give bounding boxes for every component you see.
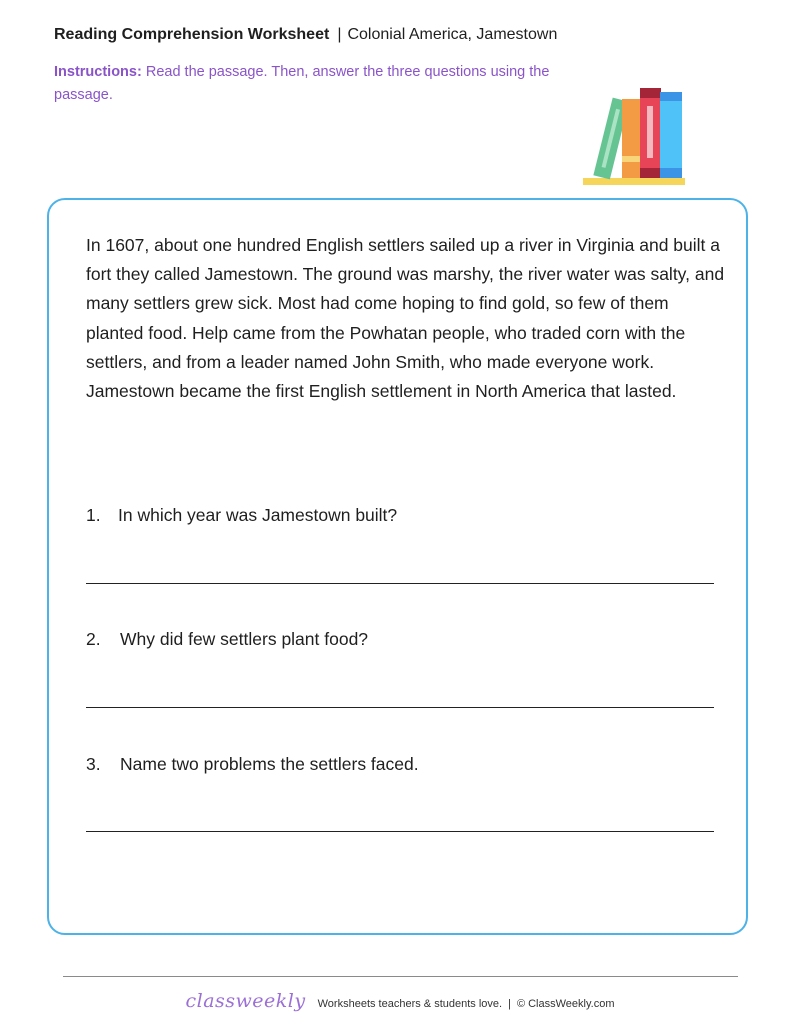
brand-logo: classweekly (185, 990, 306, 1012)
question-number: 2. (86, 629, 101, 649)
question-number: 1. (86, 505, 101, 525)
footer-tagline: Worksheets teachers & students love. (317, 998, 503, 1010)
answer-line-1[interactable] (86, 583, 714, 584)
question-text: Why did few settlers plant food? (120, 629, 369, 649)
footer (0, 990, 800, 1012)
reading-passage: In 1607, about one hundred English settlers sailed up a river in Virginia and built a fort they called Jamestown. The ground was marshy, the river water was salty, and many settlers grew sick. Most had come hoping to find gold, so few of them planted food. Help came from the Powhatan people, who traded corn with the settlers, and from a leader named John Smith, who made everyone work. Jamestown became the first English settlement in North America that lasted. (86, 235, 725, 402)
question-text: Name two problems the settlers faced. (120, 754, 419, 774)
question-2 (86, 629, 368, 650)
header-separator: | (337, 26, 342, 43)
books-icon (580, 84, 690, 188)
footer-copyright: © ClassWeekly.com (516, 998, 615, 1010)
question-1 (86, 505, 397, 526)
instructions-text: Read the passage. Then, answer the three questions using the passage. (54, 64, 550, 103)
worksheet-title: Reading Comprehension Worksheet (54, 26, 330, 43)
worksheet-subtitle: Colonial America, Jamestown (347, 26, 558, 43)
question-number: 3. (86, 754, 101, 774)
instructions-label: Instructions: (54, 64, 142, 80)
instructions (54, 61, 564, 107)
footer-separator: | (508, 998, 511, 1010)
footer-divider (63, 976, 738, 977)
answer-line-3[interactable] (86, 831, 714, 832)
question-text: In which year was Jamestown built? (118, 505, 398, 525)
question-3 (86, 754, 419, 775)
worksheet-header (54, 26, 557, 44)
answer-line-2[interactable] (86, 707, 714, 708)
